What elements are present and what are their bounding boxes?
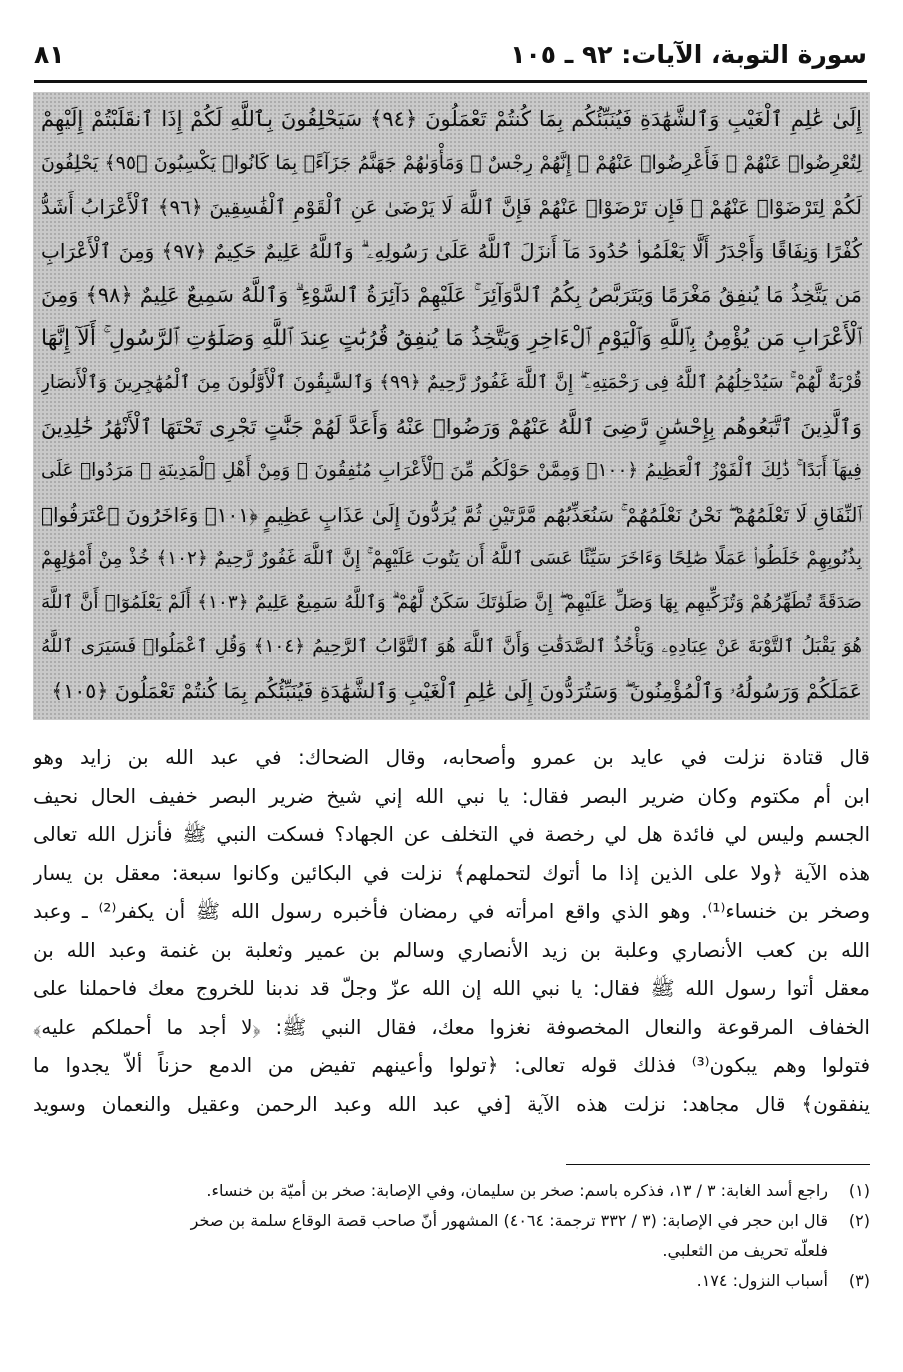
quran-line: مَن يَتَّخِذُ مَا يُنفِقُ مَغْرَمًا وَيَتَرَبَّصُ بِكُمُ ٱلدَّوَآئِرَ ۚ عَلَيْهِمْ دَآئِرَةُ ٱلسَّوْءِ ۗ وَٱللَّهُ سَمِيعٌ عَلِيمٌ ﴿٩٨﴾ وَمِنَ xyxy=(41,283,862,307)
body-line: قال قتادة نزلت في عايد بن عمرو وأصحابه، وقال الضحاك: في عبد الله بن زايد وهو xyxy=(33,745,870,769)
body-line: معقل أتوا رسول الله ﷺ فقال: يا نبي الله إن الله عزّ وجلّ قد ندبنا للخروج معك فاحملنا على xyxy=(33,976,870,1000)
footnote xyxy=(40,1266,870,1296)
body-line: هذه الآية ﴿ولا على الذين إذا ما أتوك لتحملهم﴾ نزلت في البكائين وكانوا سبعة: معقل بن يسار xyxy=(33,860,870,885)
commentary-text xyxy=(33,738,870,1123)
quran-line: لَكُمْ لِتَرْضَوْا۟ عَنْهُمْ ۖ فَإِن تَرْضَوْا۟ عَنْهُمْ فَإِنَّ ٱللَّهَ لَا يَرْضَىٰ عَنِ ٱلْقَوْمِ ٱلْفَٰسِقِينَ ﴿٩٦﴾ ٱلْأَعْرَابُ أَشَدُّ xyxy=(41,195,862,219)
quran-line: صَدَقَةً تُطَهِّرُهُمْ وَتُزَكِّيهِم بِهَا وَصَلِّ عَلَيْهِمْ ۖ إِنَّ صَلَوٰتَكَ سَكَنٌ لَّهُمْ ۗ وَٱللَّهُ سَمِيعٌ عَلِيمٌ ﴿١٠٣﴾ أَلَمْ يَعْلَمُوٓا۟ أَنَّ ٱللَّهَ xyxy=(41,592,862,613)
footnote-number: (٢) xyxy=(848,1211,870,1230)
footnote xyxy=(40,1176,870,1206)
page-title: سورة التوبة، الآيات: ٩٢ ـ ١٠٥ xyxy=(510,40,867,69)
footnote-text: أسباب النزول: ١٧٤. xyxy=(696,1271,828,1290)
page-header xyxy=(34,28,867,84)
quran-line: ٱلنِّفَاقِ لَا تَعْلَمُهُمْ ۖ نَحْنُ نَعْلَمُهُمْ ۚ سَنُعَذِّبُهُم مَّرَّتَيْنِ ثُمَّ يُرَدُّونَ إِلَىٰ عَذَابٍ عَظِيمٍ ﴿١٠١﴾ وَءَاخَرُونَ ٱعْتَرَفُوا۟ xyxy=(41,503,862,527)
quran-line: إِلَىٰ عَٰلِمِ ٱلْغَيْبِ وَٱلشَّهَٰدَةِ فَيُنَبِّئُكُم بِمَا كُنتُمْ تَعْمَلُونَ ﴿٩٤﴾ سَيَحْلِفُونَ بِٱللَّهِ لَكُمْ إِذَا ٱنقَلَبْتُمْ إِلَيْهِمْ xyxy=(41,107,862,131)
quran-line: فِيهَآ أَبَدًا ۚ ذَٰلِكَ ٱلْفَوْزُ ٱلْعَظِيمُ ﴿١٠٠﴾ وَمِمَّنْ حَوْلَكُم مِّنَ ٱلْأَعْرَابِ مُنَٰفِقُونَ ۖ وَمِنْ أَهْلِ ٱلْمَدِينَةِ ۖ مَرَدُوا۟ عَلَى xyxy=(41,460,862,481)
quran-line: عَمَلَكُمْ وَرَسُولُهُۥ وَٱلْمُؤْمِنُونَ ۖ وَسَتُرَدُّونَ إِلَىٰ عَٰلِمِ ٱلْغَيْبِ وَٱلشَّهَٰدَةِ فَيُنَبِّئُكُم بِمَا كُنتُمْ تَعْمَلُونَ ﴿١٠٥﴾ xyxy=(51,679,862,703)
quran-line: وَٱلَّذِينَ ٱتَّبَعُوهُم بِإِحْسَٰنٍ رَّضِىَ ٱللَّهُ عَنْهُمْ وَرَضُوا۟ عَنْهُ وَأَعَدَّ لَهُمْ جَنَّٰتٍ تَجْرِى تَحْتَهَا ٱلْأَنْهَٰرُ خَٰلِدِينَ xyxy=(41,415,862,439)
body-line: ابن أم مكتوم وكان ضرير البصر فقال: يا نبي الله إني شيخ ضرير البصر خفيف الحال نحيف xyxy=(33,783,870,808)
footnote-text: فلعلّه تحريف من الثعلبي. xyxy=(662,1241,828,1260)
body-line: الخفاف المرقوعة والنعال المخصوفة نغزوا معك، فقال النبي ﷺ: ﴿لا أجد ما أحملكم عليه﴾ xyxy=(33,1014,870,1039)
quran-line: ٱلْأَعْرَابِ مَن يُؤْمِنُ بِٱللَّهِ وَٱلْيَوْمِ ٱلْءَاخِرِ وَيَتَّخِذُ مَا يُنفِقُ قُرُبَٰتٍ عِندَ ٱللَّهِ وَصَلَوَٰتِ ٱلرَّسُولِ ۚ أَلَآ إِنَّهَا xyxy=(41,326,862,351)
quran-line: بِذُنُوبِهِمْ خَلَطُوا۟ عَمَلًا صَٰلِحًا وَءَاخَرَ سَيِّئًا عَسَى ٱللَّهُ أَن يَتُوبَ عَلَيْهِمْ ۚ إِنَّ ٱللَّهَ غَفُورٌ رَّحِيمٌ ﴿١٠٢﴾ خُذْ مِنْ أَمْوَٰلِهِمْ xyxy=(41,548,862,569)
body-line: ينفقون﴾ قال مجاهد: نزلت هذه الآية [في عبد الله وعبد الرحمن وعقيل والنعمان وسويد xyxy=(33,1091,870,1116)
footnote-separator xyxy=(566,1164,870,1165)
footnote-number: (١) xyxy=(848,1181,870,1200)
quran-line: كُفْرًا وَنِفَاقًا وَأَجْدَرُ أَلَّا يَعْلَمُوا۟ حُدُودَ مَآ أَنزَلَ ٱللَّهُ عَلَىٰ رَسُولِهِۦ ۗ وَٱللَّهُ عَلِيمٌ حَكِيمٌ ﴿٩٧﴾ وَمِنَ ٱلْأَعْرَابِ xyxy=(41,239,862,263)
body-line: الله بن كعب الأنصاري وعلبة بن زيد الأنصاري وسالم بن عمير وثعلبة بن غنمة وعبد الله بن xyxy=(33,937,870,962)
footnotes xyxy=(40,1176,870,1296)
footnote-text: قال ابن حجر في الإصابة: (٣ / ٣٣٢ ترجمة: ٤٠٦٤) المشهور أنّ صاحب قصة الوقاع سلمة بن صخر xyxy=(190,1211,828,1230)
quran-line: قُرْبَةٌ لَّهُمْ ۚ سَيُدْخِلُهُمُ ٱللَّهُ فِى رَحْمَتِهِۦٓ ۗ إِنَّ ٱللَّهَ غَفُورٌ رَّحِيمٌ ﴿٩٩﴾ وَٱلسَّٰبِقُونَ ٱلْأَوَّلُونَ مِنَ ٱلْمُهَٰجِرِينَ وَٱلْأَنصَارِ xyxy=(41,372,862,393)
quran-line: هُوَ يَقْبَلُ ٱلتَّوْبَةَ عَنْ عِبَادِهِۦ وَيَأْخُذُ ٱلصَّدَقَٰتِ وَأَنَّ ٱللَّهَ هُوَ ٱلتَّوَّابُ ٱلرَّحِيمُ ﴿١٠٤﴾ وَقُلِ ٱعْمَلُوا۟ فَسَيَرَى ٱللَّهُ xyxy=(41,636,862,657)
footnote-text: راجع أسد الغابة: ٣ / ١٣، فذكره باسم: صخر بن سليمان، وفي الإصابة: صخر بن أميّة بن خنساء. xyxy=(206,1181,828,1200)
body-line: فتولوا وهم يبكون⁽³⁾ فذلك قوله تعالى: ﴿تولوا وأعينهم تفيض من الدمع حزناً ألاّ يجدوا ما xyxy=(33,1053,870,1077)
footnote xyxy=(40,1236,870,1266)
header-rule xyxy=(34,80,867,83)
footnote xyxy=(40,1206,870,1236)
body-line: وصخر بن خنساء⁽¹⁾. وهو الذي واقع امرأته في رمضان فأخبره رسول الله ﷺ أن يكفر⁽²⁾ ـ وعبد xyxy=(33,899,870,923)
page-number: ٨١ xyxy=(34,40,65,69)
footnote-number: (٣) xyxy=(848,1271,870,1290)
quran-line: لِتُعْرِضُوا۟ عَنْهُمْ ۖ فَأَعْرِضُوا۟ عَنْهُمْ ۖ إِنَّهُمْ رِجْسٌ ۖ وَمَأْوَىٰهُمْ جَهَنَّمُ جَزَآءًۢ بِمَا كَانُوا۟ يَكْسِبُونَ ﴿٩٥﴾ يَحْلِفُونَ xyxy=(41,152,862,174)
quran-verses-block xyxy=(33,92,870,720)
body-line: الجسم وليس لي فائدة هل لي رخصة في التخلف عن الجهاد؟ فسكت النبي ﷺ فأنزل الله تعالى xyxy=(33,822,870,846)
